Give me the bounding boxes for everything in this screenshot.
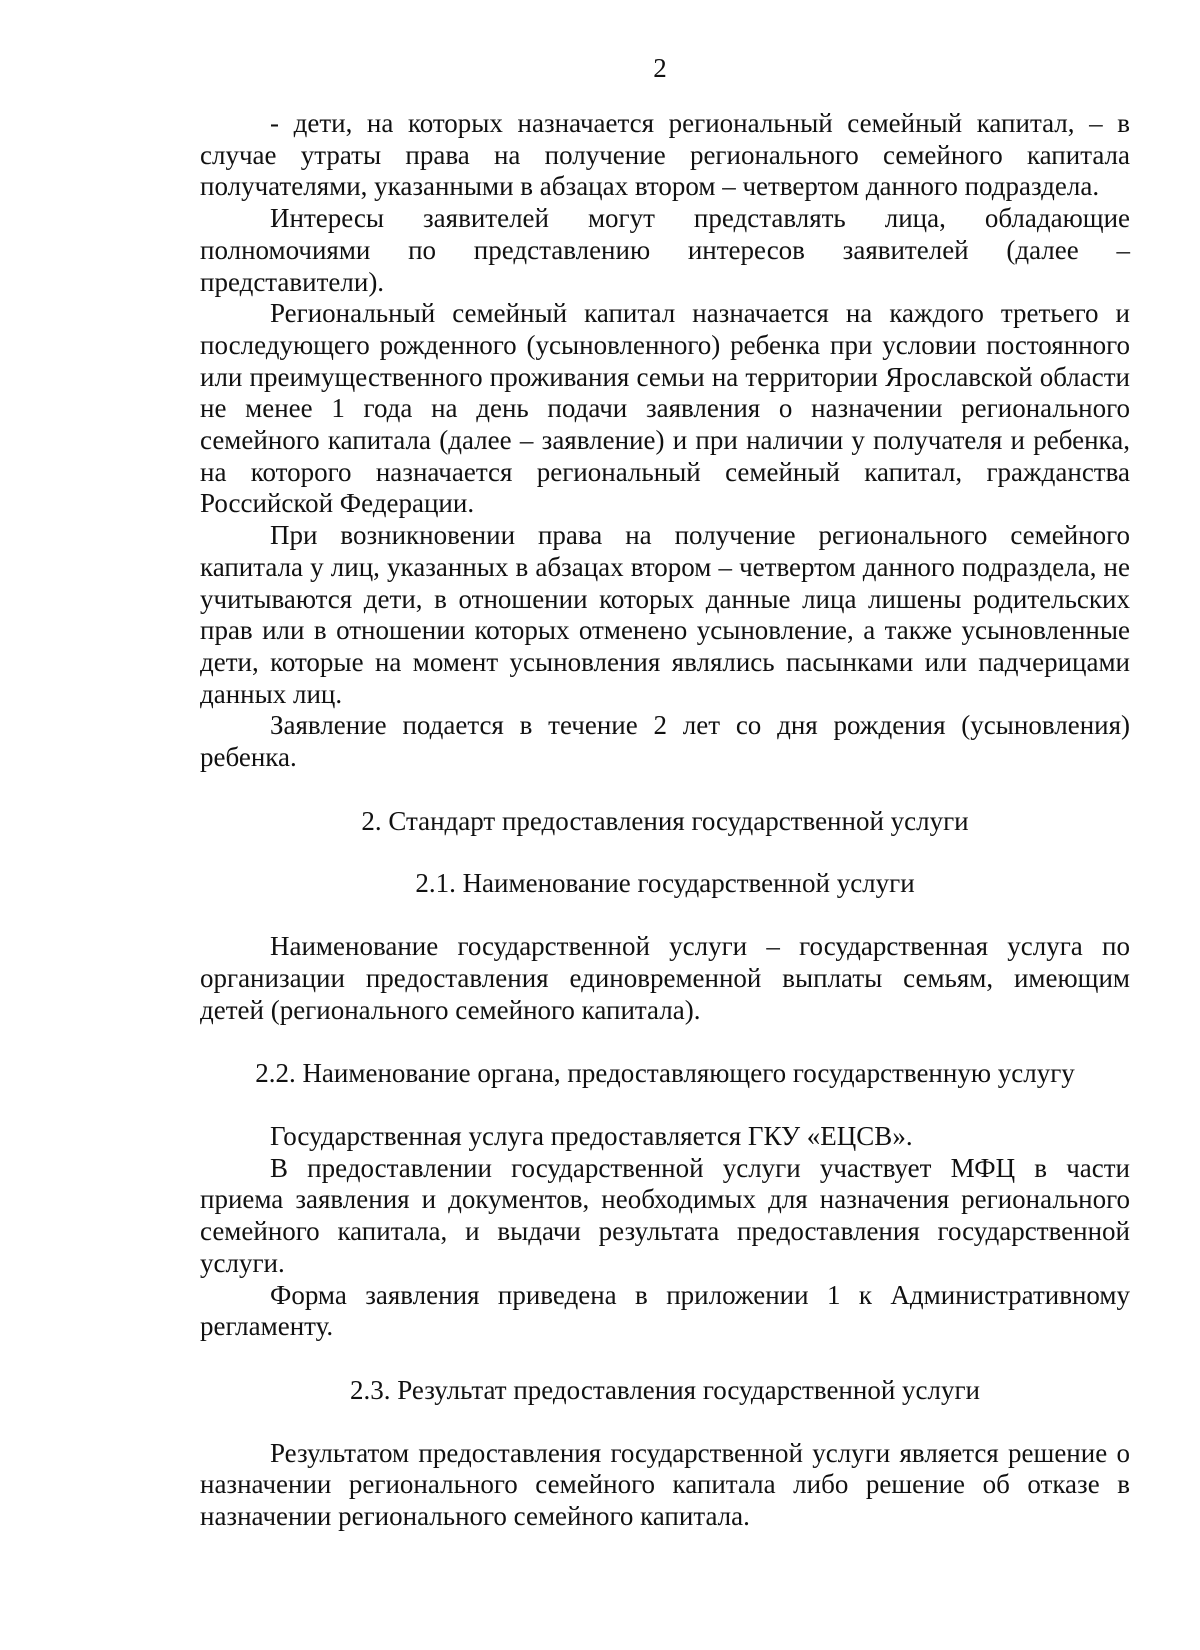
section-heading-2-1: 2.1. Наименование государственной услуги bbox=[415, 868, 915, 899]
spacer bbox=[200, 1343, 1130, 1375]
section-2-2-body bbox=[200, 1121, 1130, 1343]
spacer bbox=[200, 1407, 1130, 1438]
paragraph: Региональный семейный капитал назначается на каждого третьего и последующего рожденного (усыновленного) ребенка при условии постоянного или преимущественного проживания семьи на территории Ярославской области не менее 1 года на день подачи заявления о назначении регионального семейного капитала (далее – заявление) и при наличии у получателя и ребенка, на которого назначается региональный семейный капитал, гражданства Российской Федерации. bbox=[200, 298, 1130, 519]
paragraph: Заявление подается в течение 2 лет со дня рождения (усыновления) ребенка. bbox=[200, 710, 1130, 773]
section-intro bbox=[200, 108, 1130, 774]
section-2-1-body bbox=[200, 931, 1130, 1026]
paragraph: Форма заявления приведена в приложении 1 к Административному регламенту. bbox=[200, 1279, 1130, 1342]
paragraph: При возникновении права на получение регионального семейного капитала у лиц, указанных в абзацах втором – четвертом данного подраздела, не учитываются дети, в отношении которых данные лица лишены родительских прав или в отношении которых отменено усыновление, а также усыновленные дети, которые на момент усыновления являлись пасынками или падчерицами данных лиц. bbox=[200, 520, 1130, 709]
section-heading-2: 2. Стандарт предоставления государственной услуги bbox=[361, 805, 969, 836]
section-2-3-body bbox=[200, 1438, 1130, 1533]
spacer bbox=[200, 900, 1130, 931]
paragraph: Результатом предоставления государственной услуги является решение о назначении регионального семейного капитала либо решение об отказе в назначении регионального семейного капитала. bbox=[200, 1437, 1130, 1532]
spacer bbox=[200, 1026, 1130, 1058]
paragraph: Государственная услуга предоставляется ГКУ «ЕЦСВ». bbox=[270, 1120, 913, 1151]
paragraph: В предоставлении государственной услуги участвует МФЦ в части приема заявления и документов, необходимых для назначения регионального семейного капитала, и выдачи результата предоставления государственной услуги. bbox=[200, 1152, 1130, 1278]
paragraph: Наименование государственной услуги – государственная услуга по организации предоставления единовременной выплаты семьям, имеющим детей (регионального семейного капитала). bbox=[200, 931, 1130, 1025]
section-heading-2-2: 2.2. Наименование органа, предоставляющего государственную услугу bbox=[255, 1058, 1075, 1089]
spacer bbox=[200, 1090, 1130, 1121]
spacer bbox=[200, 774, 1130, 806]
paragraph: Интересы заявителей могут представлять лица, обладающие полномочиями по представлению интересов заявителей (далее – представители). bbox=[200, 203, 1130, 297]
paragraph: - дети, на которых назначается региональный семейный капитал, – в случае утраты права на получение регионального семейного капитала получателями, указанными в абзацах втором – четвертом данного подраздела. bbox=[200, 108, 1130, 202]
document-body bbox=[200, 108, 1130, 1533]
page-number: 2 bbox=[653, 53, 667, 83]
section-heading-2-3: 2.3. Результат предоставления государственной услуги bbox=[349, 1374, 981, 1405]
spacer bbox=[200, 837, 1130, 868]
